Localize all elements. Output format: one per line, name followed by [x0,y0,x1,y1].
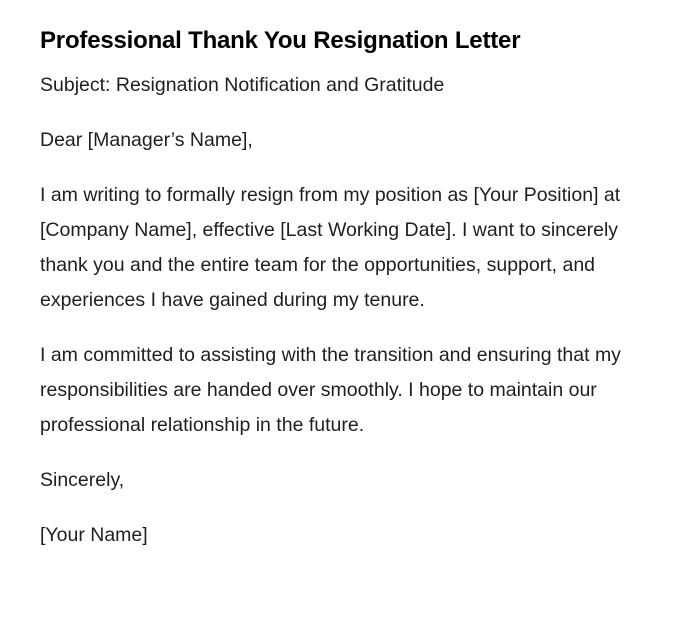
letter-subject: Subject: Resignation Notification and Gratitude [40,74,445,96]
letter-body-paragraph-1: I am writing to formally resign from my position as [Your Position] at [Company Name], effective [Last Working Date]. I want to sincerely thank you and the entire team for the opportunities, support, and experiences I have gained during my tenure. [40,184,621,311]
letter-body-paragraph-2: I am committed to assisting with the transition and ensuring that my responsibilities are handed over smoothly. I hope to maintain our professional relationship in the future. [40,344,621,436]
letter-salutation: Dear [Manager’s Name], [40,129,253,151]
letter-closing: Sincerely, [40,469,125,491]
letter-title: Professional Thank You Resignation Letter [40,27,521,54]
letter-document [40,24,640,573]
letter-signature: [Your Name] [40,524,148,546]
